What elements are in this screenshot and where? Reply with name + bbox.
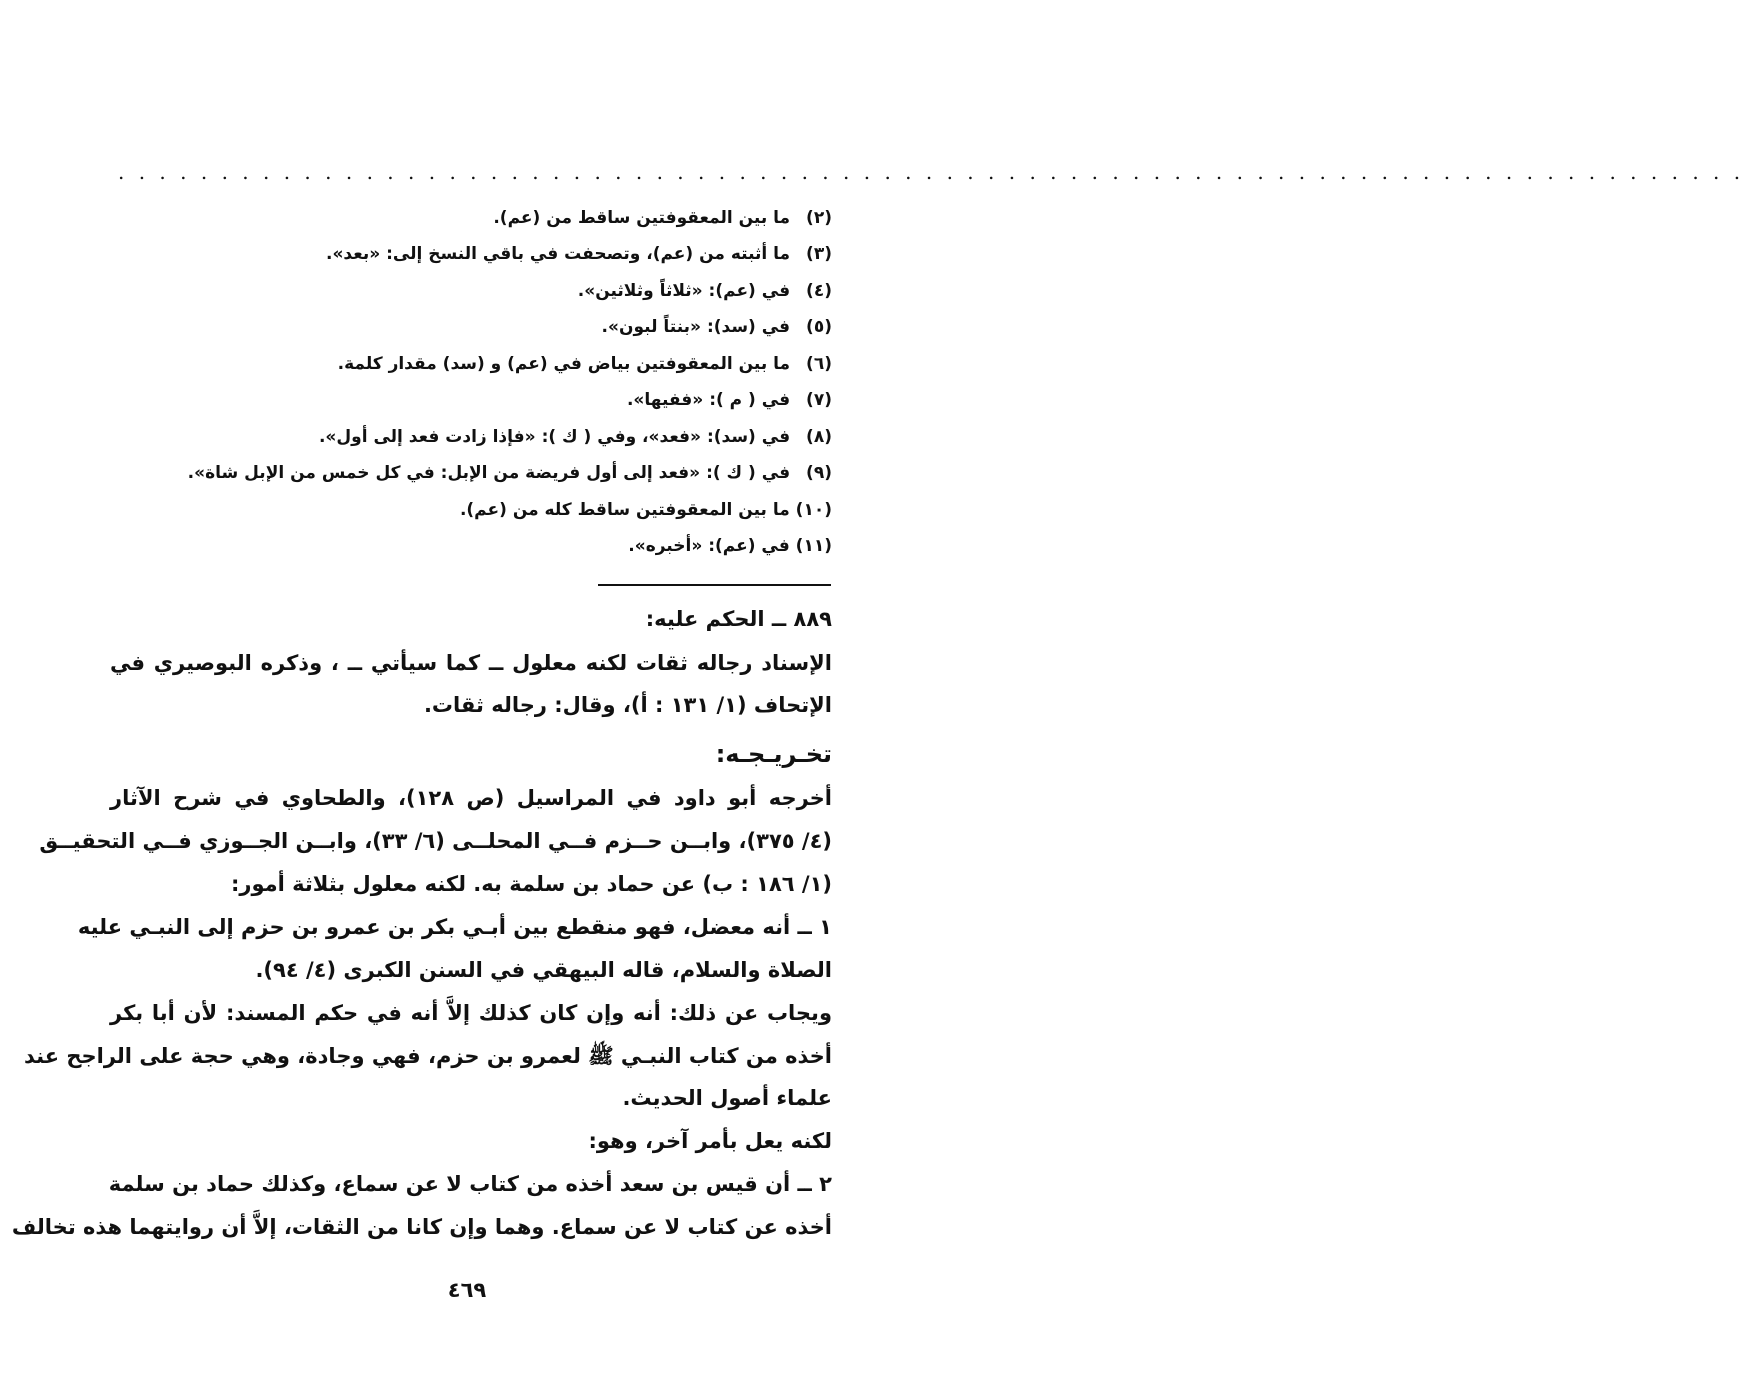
takhrij-line: أخرجه أبو داود في المراسيل (ص ١٢٨)، والطحاوي في شرح الآثار bbox=[110, 786, 832, 810]
footnote bbox=[112, 498, 832, 522]
takhrij-heading: تخـريـجـه: bbox=[715, 740, 832, 768]
footnote-text: ما أثبته من (عم)، وتصحفت في باقي النسخ إلى: «بعد». bbox=[325, 244, 791, 264]
takhrij-line: (٤/ ٣٧٥)، وابــن حــزم فــي المحلــى (٦/ ٣٣)، وابــن الجــوزي فــي التحقيــق bbox=[39, 829, 832, 853]
footnote bbox=[112, 206, 832, 230]
footnote-text: في ( م ): «ففيها». bbox=[626, 390, 791, 410]
footnote-number: (٩) bbox=[806, 463, 832, 483]
footnote-number: (١١) bbox=[795, 536, 832, 556]
takhrij-line: (١/ ١٨٦ : ب) عن حماد بن سلمة به. لكنه معلول بثلاثة أمور: bbox=[230, 872, 832, 896]
ruling-line: الإسناد رجاله ثقات لكنه معلول ــ كما سيأتي ــ ، وذكره البوصيري في bbox=[110, 651, 832, 675]
footnote bbox=[112, 352, 832, 376]
takhrij-line: ويجاب عن ذلك: أنه وإن كان كذلك إلاَّ أنه في حكم المسند: لأن أبا بكر bbox=[110, 1001, 832, 1025]
footnote-number: (٤) bbox=[806, 281, 832, 301]
footnote-text: ما بين المعقوفتين بياض في (عم) و (سد) مقدار كلمة. bbox=[337, 354, 791, 374]
footnote bbox=[112, 425, 832, 449]
footnote-number: (٦) bbox=[806, 354, 832, 374]
footnote-text: في (عم): «ثلاثاً وثلاثين». bbox=[577, 281, 791, 301]
footnote bbox=[112, 388, 832, 412]
takhrij-line: أخذه من كتاب النبـي ﷺ لعمرو بن حزم، فهي وجادة، وهي حجة على الراجح عند bbox=[24, 1044, 832, 1068]
footnote bbox=[112, 242, 832, 266]
takhrij-line: لكنه يعل بأمر آخر، وهو: bbox=[588, 1129, 832, 1153]
footnote-text: في (عم): «أخبره». bbox=[628, 536, 790, 556]
takhrij-line: علماء أصول الحديث. bbox=[622, 1086, 832, 1110]
footnote-number: (٣) bbox=[806, 244, 832, 264]
footnote-text: في (سد): «فعد»، وفي ( ك ): «فإذا زادت فعد إلى أول». bbox=[318, 427, 791, 447]
footnote-number: (١٠) bbox=[795, 500, 832, 520]
footnote-text: ما بين المعقوفتين ساقط كله من (عم). bbox=[459, 500, 790, 520]
footnote-number: (٥) bbox=[806, 317, 832, 337]
footnote bbox=[112, 279, 832, 303]
footnote-number: (٧) bbox=[806, 390, 832, 410]
takhrij-line: ١ ــ أنه معضل، فهو منقطع بين أبـي بكر بن عمرو بن حزم إلى النبـي عليه bbox=[77, 915, 832, 939]
page-number: ٤٦٩ bbox=[447, 1278, 487, 1302]
ruling-heading: ٨٨٩ ــ الحكم عليه: bbox=[645, 607, 832, 631]
section-rule bbox=[598, 584, 831, 586]
footnote-text: ما بين المعقوفتين ساقط من (عم). bbox=[493, 208, 791, 228]
takhrij-line: الصلاة والسلام، قاله البيهقي في السنن الكبرى (٤/ ٩٤). bbox=[255, 958, 832, 982]
footnote-number: (٢) bbox=[806, 208, 832, 228]
footnote bbox=[112, 461, 832, 485]
footnote-separator: . . . . . . . . . . . . . . . . . . . . . . . . . . . . . . . . . . . . . . . . . . . . . . . . . . . . . . . . . . . . . . . . . . . . . . . . . . . . . . . bbox=[118, 160, 1744, 184]
ruling-line: الإتحاف (١/ ١٣١ : أ)، وقال: رجاله ثقات. bbox=[423, 693, 832, 717]
footnote bbox=[112, 534, 832, 558]
footnote-text: في ( ك ): «فعد إلى أول فريضة من الإبل: في كل خمس من الإبل شاة». bbox=[187, 463, 791, 483]
footnote bbox=[112, 315, 832, 339]
takhrij-line: أخذه عن كتاب لا عن سماع. وهما وإن كانا من الثقات، إلاَّ أن روايتهما هذه تخالف bbox=[11, 1215, 832, 1239]
footnote-text: في (سد): «بنتاً لبون». bbox=[601, 317, 791, 337]
takhrij-line: ٢ ــ أن قيس بن سعد أخذه من كتاب لا عن سماع، وكذلك حماد بن سلمة bbox=[108, 1172, 832, 1196]
footnote-number: (٨) bbox=[806, 427, 832, 447]
